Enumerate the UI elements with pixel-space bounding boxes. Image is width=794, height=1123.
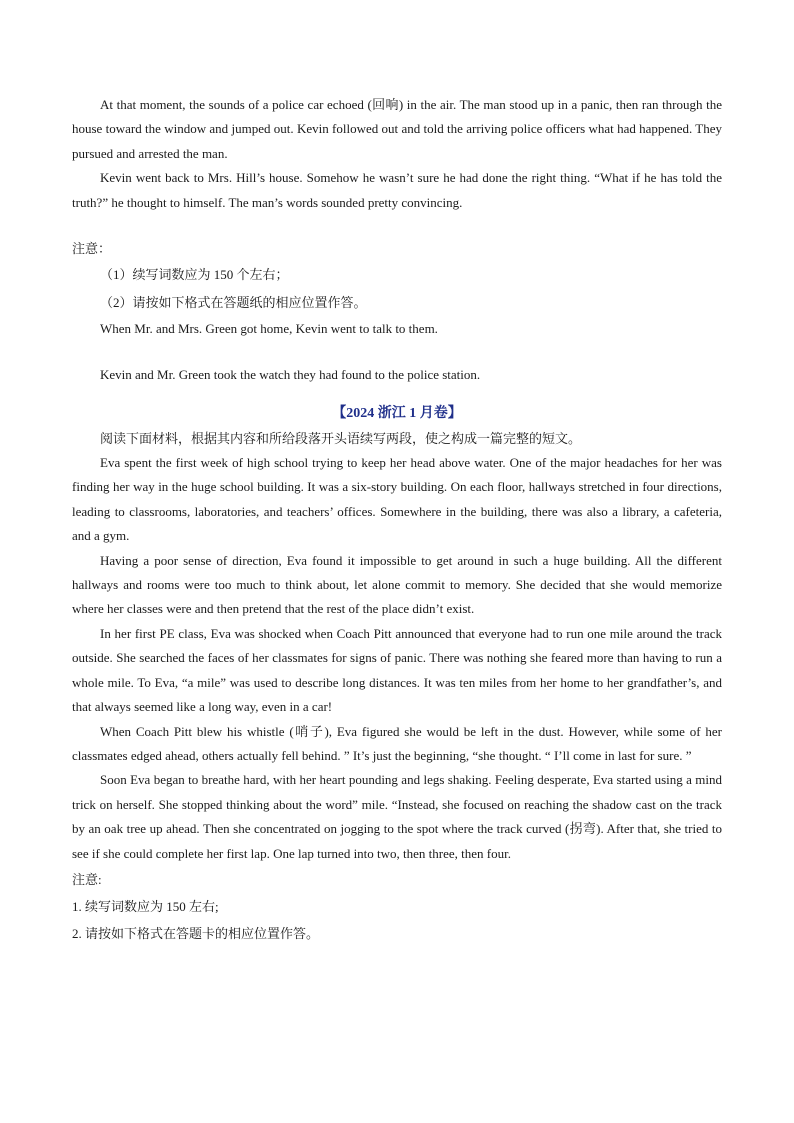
story-paragraph: When Coach Pitt blew his whistle (哨子), Eva figured she would be left in the dust. However, while some of her classmates edged ahead, others actually fell behind. ” It’s just the beginning, “she thought. “ I’ll come in last for sure. ” <box>72 723 722 763</box>
note-item: 2. 请按如下格式在答题卡的相应位置作答。 <box>72 925 320 941</box>
note-item: （2）请按如下格式在答题纸的相应位置作答。 <box>100 295 367 311</box>
note-title: 注意： <box>72 241 112 257</box>
document-page <box>72 93 722 947</box>
story-paragraph: Eva spent the first week of high school trying to keep her head above water. One of the major headaches for her was finding her way in the huge school building. It was a six-story building. On each floor, hallways stretched in four directions, leading to classrooms, laboratories, and teachers’ offices. Somewhere in the building, there was also a library, a cafeteria, and a gym. <box>72 455 722 544</box>
note-item: 1. 续写词数应为 150 左右; <box>72 898 219 914</box>
note-title: 注意: <box>72 871 102 887</box>
story-paragraph: At that moment, the sounds of a police car echoed (回响) in the air. The man stood up in a panic, then ran through the house toward the window and jumped out. Kevin followed out and told the arriving police officers what had happened. They pursued and arrested the man. <box>72 97 722 161</box>
instruction-text: 阅读下面材料，根据其内容和所给段落开头语续写两段，使之构成一篇完整的短文。 <box>100 431 582 447</box>
story-paragraph: Having a poor sense of direction, Eva found it impossible to get around in such a huge building. All the different hallways and rooms were too much to think about, let alone commit to memory. She decided that she would memorize where her classes were and then pretend that the rest of the place didn’t exist. <box>72 552 722 617</box>
section-title: 【2024 浙江 1 月卷】 <box>332 406 462 422</box>
story-paragraph: Soon Eva began to breathe hard, with her heart pounding and legs shaking. Feeling desperate, Eva started using a mind trick on herself. She stopped thinking about the word” mile. “Instead, she focused on reaching the shadow cast on the track by an oak tree up ahead. Then she concentrated on jogging to the spot where the track curved (拐弯). After that, she tried to see if she could complete her first lap. One lap turned into two, then three, then four. <box>72 772 722 861</box>
paragraph-lead: When Mr. and Mrs. Green got home, Kevin went to talk to them. <box>100 321 438 337</box>
paragraph-lead: Kevin and Mr. Green took the watch they had found to the police station. <box>100 367 481 383</box>
story-paragraph: In her first PE class, Eva was shocked when Coach Pitt announced that everyone had to run one mile around the track outside. She searched the faces of her classmates for signs of panic. There was nothing she feared more than having to run a whole mile. To Eva, “a mile” was used to describe long distances. It was ten miles from her home to her grandfather’s, and that always seemed like a long way, even in a car! <box>72 625 722 715</box>
note-item: （1）续写词数应为 150 个左右； <box>100 267 289 283</box>
story-paragraph: Kevin went back to Mrs. Hill’s house. Somehow he wasn’t sure he had done the right thing. “What if he has told the truth?” he thought to himself. The man’s words sounded pretty convincing. <box>72 170 722 210</box>
